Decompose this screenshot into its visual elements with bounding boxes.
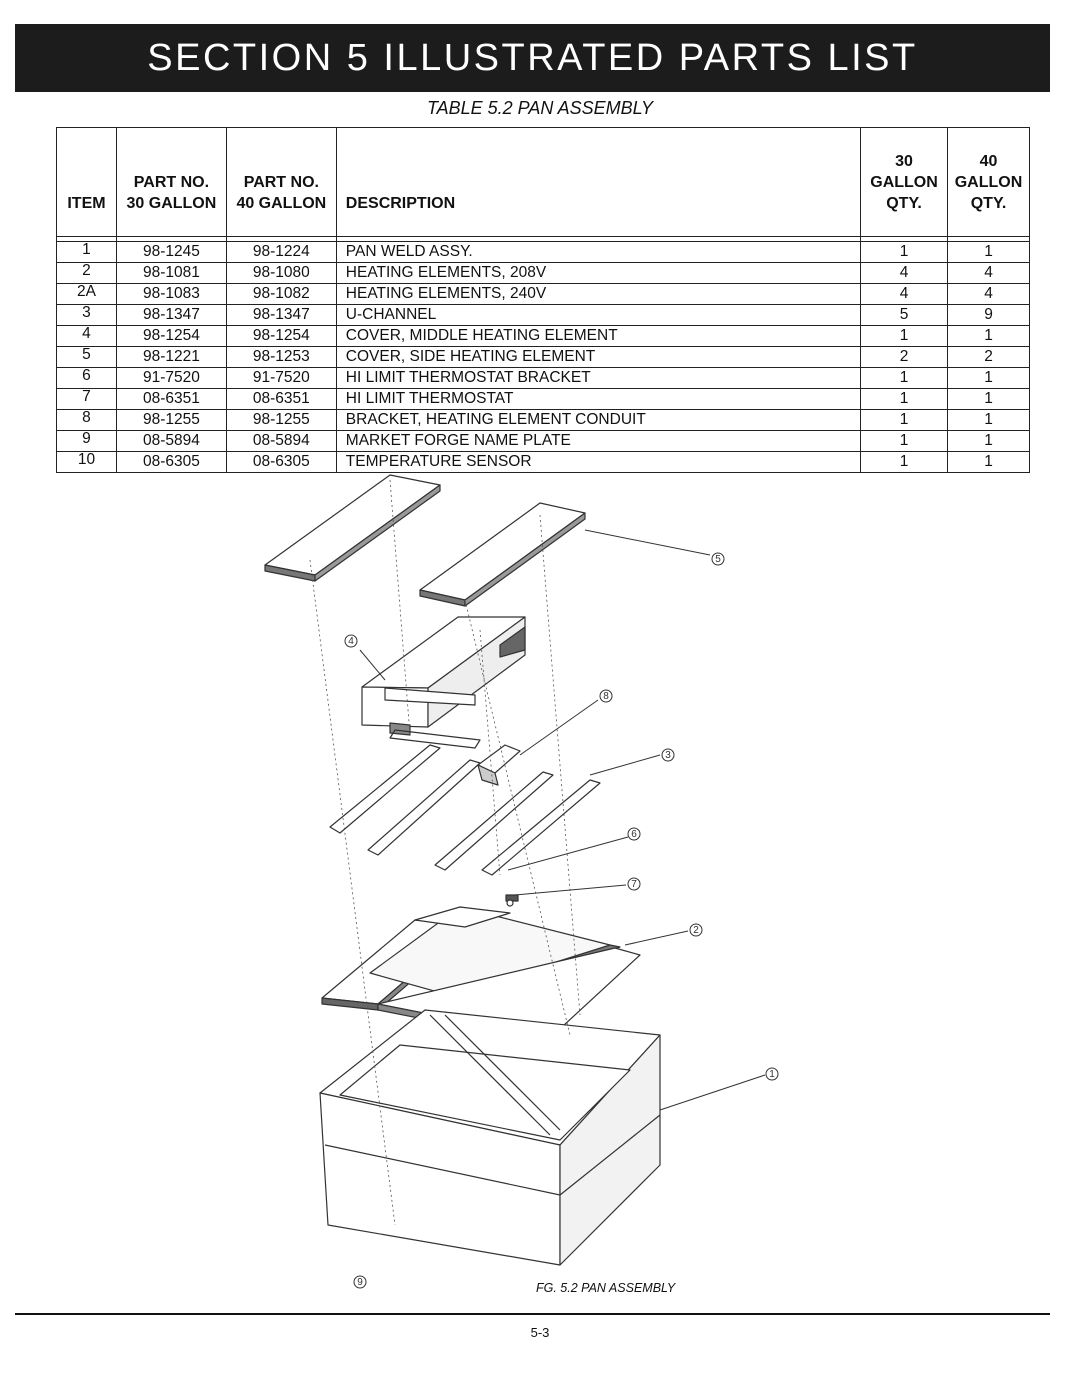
item-cell: 9 [57,431,117,452]
header-part-no-30: PART NO. 30 GALLON [116,128,226,237]
part-no-40-cell: 08-5894 [226,431,336,452]
qty-30-cell: 1 [861,326,948,347]
svg-text:3: 3 [665,750,671,761]
side-cover-left [265,475,440,581]
description-cell: COVER, MIDDLE HEATING ELEMENT [336,326,860,347]
svg-text:8: 8 [603,691,609,702]
qty-30-cell: 4 [861,263,948,284]
parts-table-body [57,242,1030,473]
qty-30-cell: 1 [861,389,948,410]
part-no-40-cell: 91-7520 [226,368,336,389]
qty-30-cell: 1 [861,431,948,452]
qty-40-cell: 4 [948,263,1030,284]
item-cell: 2 [57,263,117,284]
part-no-40-cell: 98-1255 [226,410,336,431]
description-cell: COVER, SIDE HEATING ELEMENT [336,347,860,368]
qty-40-cell: 1 [948,410,1030,431]
qty-30-cell: 1 [861,242,948,263]
svg-text:7: 7 [631,879,637,890]
table-row [57,431,1030,452]
conduit-bracket [478,745,520,785]
page-number: 5-3 [530,1325,550,1340]
callout-7 [628,878,640,890]
qty-40-cell: 1 [948,389,1030,410]
description-cell: HEATING ELEMENTS, 240V [336,284,860,305]
item-cell: 1 [57,242,117,263]
description-cell: HI LIMIT THERMOSTAT BRACKET [336,368,860,389]
part-no-40-cell: 98-1254 [226,326,336,347]
footer-divider [15,1313,1050,1315]
qty-40-cell: 9 [948,305,1030,326]
item-cell: 10 [57,452,117,473]
item-cell: 8 [57,410,117,431]
figure-caption: FG. 5.2 PAN ASSEMBLY [536,1281,676,1295]
item-cell: 6 [57,368,117,389]
table-title: TABLE 5.2 PAN ASSEMBLY [426,98,654,118]
part-no-30-cell: 98-1081 [116,263,226,284]
item-cell: 7 [57,389,117,410]
qty-40-cell: 1 [948,431,1030,452]
part-no-30-cell: 98-1254 [116,326,226,347]
qty-30-cell: 1 [861,452,948,473]
header-description: DESCRIPTION [336,128,860,237]
item-cell: 4 [57,326,117,347]
qty-40-cell: 2 [948,347,1030,368]
header-part-no-40: PART NO. 40 GALLON [226,128,336,237]
svg-text:4: 4 [348,636,354,647]
item-cell: 2A [57,284,117,305]
part-no-30-cell: 98-1221 [116,347,226,368]
table-row [57,410,1030,431]
qty-40-cell: 1 [948,326,1030,347]
section-banner [15,24,1050,92]
table-row [57,305,1030,326]
qty-30-cell: 5 [861,305,948,326]
part-no-30-cell: 08-6305 [116,452,226,473]
qty-30-cell: 2 [861,347,948,368]
table-row [57,389,1030,410]
table-row [57,284,1030,305]
parts-table [56,127,1030,473]
table-row [57,326,1030,347]
header-item: ITEM [57,128,117,237]
section-title: SECTION 5 ILLUSTRATED PARTS LIST [147,36,918,79]
middle-cover [362,617,525,735]
part-no-40-cell: 98-1347 [226,305,336,326]
part-no-30-cell: 98-1083 [116,284,226,305]
callout-1 [766,1068,778,1080]
description-cell: HEATING ELEMENTS, 208V [336,263,860,284]
qty-40-cell: 1 [948,368,1030,389]
description-cell: PAN WELD ASSY. [336,242,860,263]
pan-assembly-diagram [250,455,810,1300]
table-row [57,368,1030,389]
svg-text:2: 2 [693,925,699,936]
qty-40-cell: 4 [948,284,1030,305]
part-no-30-cell: 08-6351 [116,389,226,410]
callout-6 [628,828,640,840]
part-no-40-cell: 98-1253 [226,347,336,368]
callout-3 [662,749,674,761]
callout-4 [345,635,357,647]
part-no-30-cell: 98-1245 [116,242,226,263]
item-cell: 5 [57,347,117,368]
item-cell: 3 [57,305,117,326]
qty-30-cell: 1 [861,410,948,431]
svg-text:9: 9 [357,1277,363,1288]
part-no-40-cell: 08-6351 [226,389,336,410]
table-header-row [57,128,1030,237]
svg-text:5: 5 [715,554,721,565]
description-cell: HI LIMIT THERMOSTAT [336,389,860,410]
callout-9 [354,1276,366,1288]
callout-5 [712,553,724,565]
pan-body [320,1010,660,1265]
part-no-30-cell: 91-7520 [116,368,226,389]
description-cell: U-CHANNEL [336,305,860,326]
qty-40-cell: 1 [948,242,1030,263]
svg-text:1: 1 [769,1069,775,1080]
header-qty-30: 30 GALLON QTY. [861,128,948,237]
header-qty-40: 40 GALLON QTY. [948,128,1030,237]
qty-30-cell: 1 [861,368,948,389]
side-cover-right [420,503,585,606]
callout-2 [690,924,702,936]
table-row [57,242,1030,263]
callout-8 [600,690,612,702]
table-row [57,347,1030,368]
part-no-30-cell: 98-1255 [116,410,226,431]
svg-text:6: 6 [631,829,637,840]
part-no-40-cell: 98-1082 [226,284,336,305]
part-no-30-cell: 08-5894 [116,431,226,452]
description-cell: BRACKET, HEATING ELEMENT CONDUIT [336,410,860,431]
part-no-40-cell: 98-1080 [226,263,336,284]
description-cell: MARKET FORGE NAME PLATE [336,431,860,452]
qty-30-cell: 4 [861,284,948,305]
description-cell: TEMPERATURE SENSOR [336,452,860,473]
part-no-40-cell: 08-6305 [226,452,336,473]
part-no-30-cell: 98-1347 [116,305,226,326]
table-row [57,263,1030,284]
part-no-40-cell: 98-1224 [226,242,336,263]
qty-40-cell: 1 [948,452,1030,473]
